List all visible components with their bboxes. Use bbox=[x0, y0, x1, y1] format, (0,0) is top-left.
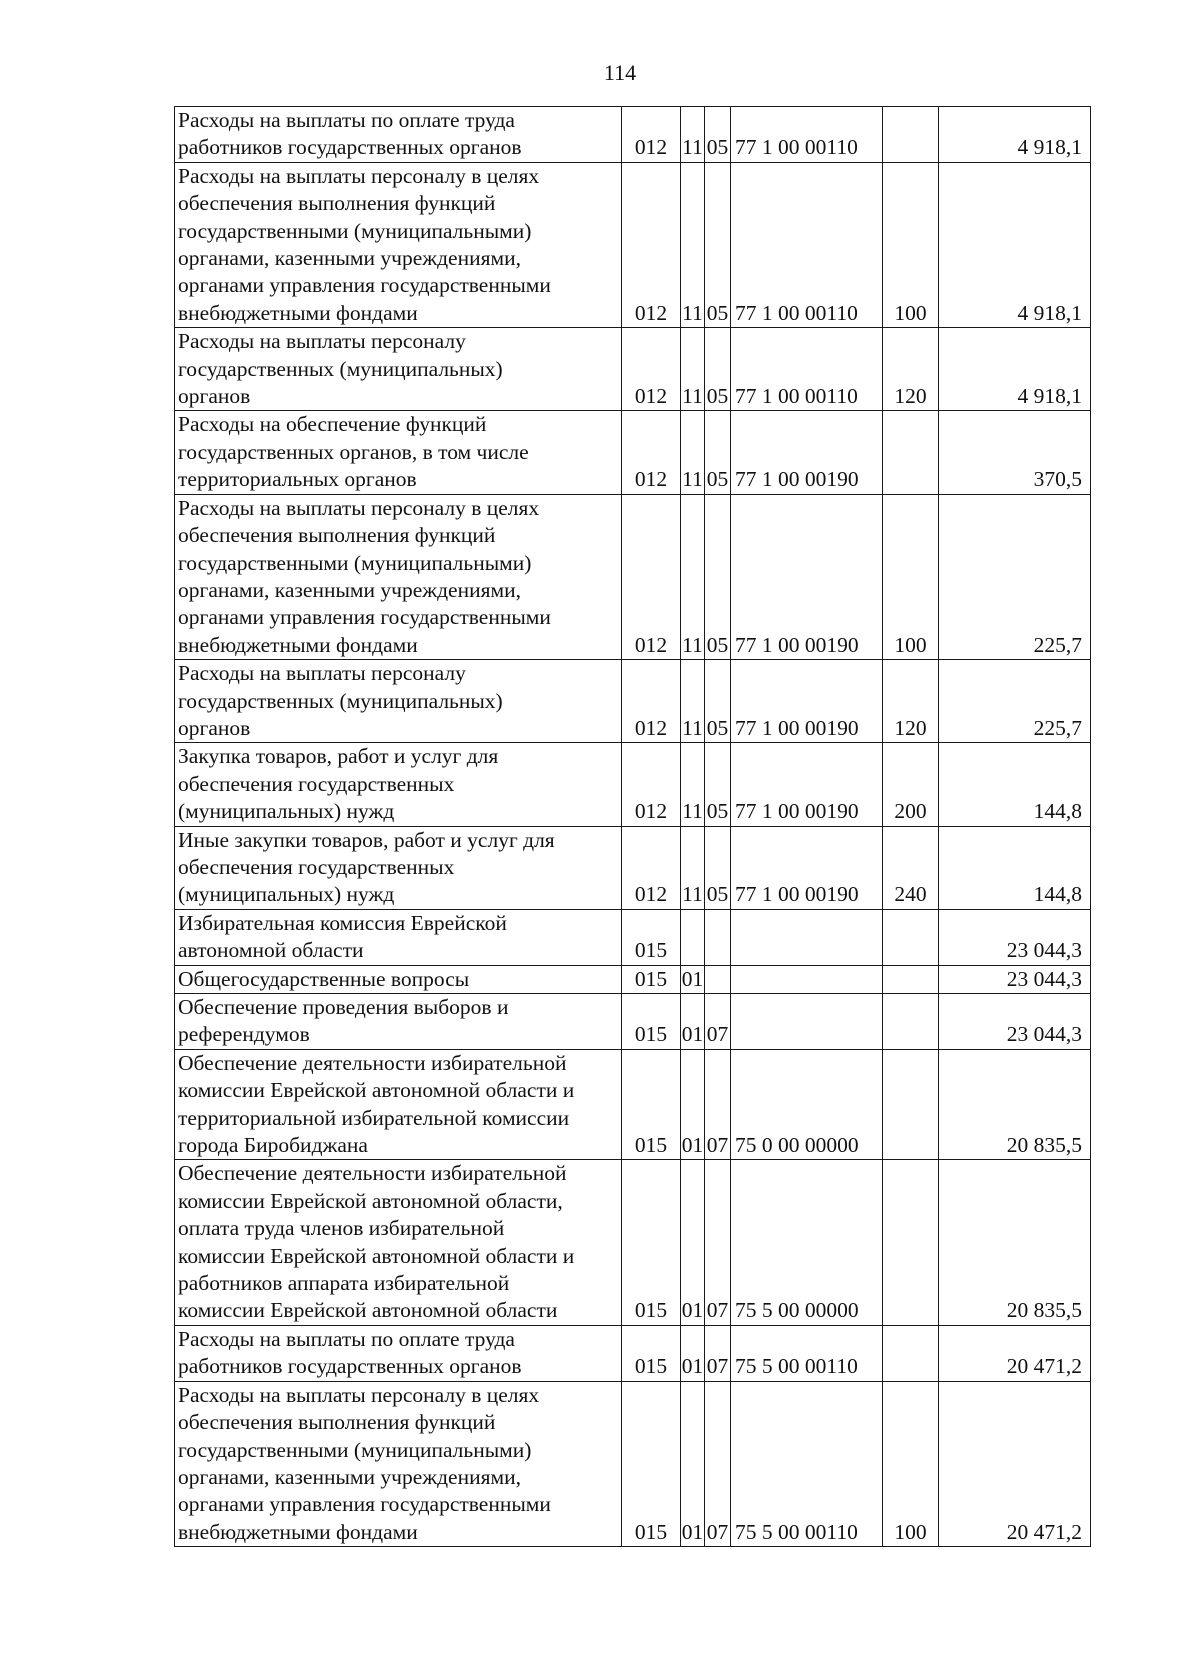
expense-type-cell: 100 bbox=[883, 162, 939, 327]
expense-name-line: работников государственных органов bbox=[178, 1354, 522, 1379]
target-article-cell bbox=[731, 965, 883, 993]
expense-name-line: внебюджетными фондами bbox=[178, 1519, 418, 1544]
expense-type-cell: 100 bbox=[883, 1381, 939, 1546]
subsection-code-cell: 07 bbox=[705, 1381, 731, 1546]
amount-cell: 225,7 bbox=[939, 494, 1091, 659]
ministry-code-cell: 012 bbox=[622, 660, 681, 743]
expense-name-cell bbox=[175, 1325, 622, 1381]
expense-type-cell: 240 bbox=[883, 826, 939, 909]
section-code-cell: 01 bbox=[681, 1049, 705, 1160]
expense-name-line: Расходы на выплаты персоналу в целях bbox=[178, 1382, 540, 1407]
target-article-cell: 75 5 00 00110 bbox=[731, 1381, 883, 1546]
expense-name-line: Расходы на выплаты персоналу в целях bbox=[178, 163, 540, 188]
ministry-code-cell: 012 bbox=[622, 107, 681, 163]
expense-name-cell bbox=[175, 743, 622, 826]
expense-name-line: комиссии Еврейской автономной области и bbox=[178, 1078, 575, 1103]
expense-name-line: органами, казенными учреждениями, bbox=[178, 246, 521, 271]
table-row bbox=[175, 994, 1091, 1050]
expense-type-cell bbox=[883, 107, 939, 163]
expense-type-cell bbox=[883, 965, 939, 993]
expense-name-line: территориальной избирательной комиссии bbox=[178, 1105, 570, 1130]
amount-cell: 20 471,2 bbox=[939, 1325, 1091, 1381]
target-article-cell: 77 1 00 00190 bbox=[731, 660, 883, 743]
expense-type-cell bbox=[883, 994, 939, 1050]
amount-cell: 225,7 bbox=[939, 660, 1091, 743]
expense-type-cell: 200 bbox=[883, 743, 939, 826]
expense-name-cell bbox=[175, 909, 622, 965]
expense-name-line: работников аппарата избирательной bbox=[178, 1271, 510, 1296]
subsection-code-cell: 05 bbox=[705, 328, 731, 411]
budget-table bbox=[174, 106, 1091, 1547]
expense-name-line: внебюджетными фондами bbox=[178, 632, 418, 657]
ministry-code-cell: 012 bbox=[622, 743, 681, 826]
table-row bbox=[175, 411, 1091, 494]
section-code-cell: 11 bbox=[681, 743, 705, 826]
expense-name-line: работников государственных органов bbox=[178, 135, 522, 160]
expense-name-line: Расходы на выплаты по оплате труда bbox=[178, 1326, 515, 1351]
ministry-code-cell: 015 bbox=[622, 1049, 681, 1160]
table-row bbox=[175, 660, 1091, 743]
expense-name-line: органов bbox=[178, 715, 251, 740]
subsection-code-cell: 07 bbox=[705, 1325, 731, 1381]
expense-name-line: автономной области bbox=[178, 938, 364, 963]
subsection-code-cell: 07 bbox=[705, 1049, 731, 1160]
expense-name-line: Общегосударственные вопросы bbox=[178, 966, 470, 991]
expense-name-cell bbox=[175, 162, 622, 327]
expense-name-line: Расходы на выплаты персоналу в целях bbox=[178, 495, 540, 520]
expense-name-cell bbox=[175, 1049, 622, 1160]
amount-cell: 23 044,3 bbox=[939, 994, 1091, 1050]
amount-cell: 144,8 bbox=[939, 743, 1091, 826]
target-article-cell: 77 1 00 00190 bbox=[731, 494, 883, 659]
amount-cell: 20 835,5 bbox=[939, 1160, 1091, 1325]
target-article-cell: 77 1 00 00110 bbox=[731, 162, 883, 327]
expense-type-cell: 120 bbox=[883, 660, 939, 743]
ministry-code-cell: 012 bbox=[622, 411, 681, 494]
ministry-code-cell: 012 bbox=[622, 162, 681, 327]
expense-name-line: государственными (муниципальными) bbox=[178, 218, 532, 243]
subsection-code-cell: 05 bbox=[705, 107, 731, 163]
expense-name-cell bbox=[175, 107, 622, 163]
ministry-code-cell: 015 bbox=[622, 1325, 681, 1381]
amount-cell: 4 918,1 bbox=[939, 328, 1091, 411]
expense-name-line: государственных (муниципальных) bbox=[178, 356, 503, 381]
expense-name-line: органов bbox=[178, 384, 251, 409]
target-article-cell: 77 1 00 00110 bbox=[731, 107, 883, 163]
expense-name-line: референдумов bbox=[178, 1022, 310, 1047]
ministry-code-cell: 015 bbox=[622, 994, 681, 1050]
subsection-code-cell: 05 bbox=[705, 743, 731, 826]
table-row bbox=[175, 1160, 1091, 1325]
subsection-code-cell bbox=[705, 909, 731, 965]
subsection-code-cell: 05 bbox=[705, 411, 731, 494]
section-code-cell: 11 bbox=[681, 494, 705, 659]
expense-type-cell bbox=[883, 1160, 939, 1325]
table-row bbox=[175, 1381, 1091, 1546]
table-row bbox=[175, 107, 1091, 163]
expense-name-line: (муниципальных) нужд bbox=[178, 882, 395, 907]
table-row bbox=[175, 494, 1091, 659]
subsection-code-cell: 07 bbox=[705, 1160, 731, 1325]
expense-name-line: органами управления государственными bbox=[178, 605, 551, 630]
table-row bbox=[175, 162, 1091, 327]
section-code-cell: 11 bbox=[681, 328, 705, 411]
subsection-code-cell: 05 bbox=[705, 660, 731, 743]
expense-name-line: Обеспечение проведения выборов и bbox=[178, 995, 509, 1019]
ministry-code-cell: 012 bbox=[622, 826, 681, 909]
expense-type-cell: 100 bbox=[883, 494, 939, 659]
ministry-code-cell: 015 bbox=[622, 1160, 681, 1325]
expense-name-line: Закупка товаров, работ и услуг для bbox=[178, 744, 499, 769]
expense-name-line: государственных органов, в том числе bbox=[178, 439, 529, 464]
table-row bbox=[175, 909, 1091, 965]
expense-name-line: Избирательная комиссия Еврейской bbox=[178, 910, 507, 935]
expense-name-cell bbox=[175, 411, 622, 494]
budget-table-body bbox=[175, 107, 1091, 1547]
expense-name-cell bbox=[175, 328, 622, 411]
target-article-cell: 77 1 00 00190 bbox=[731, 411, 883, 494]
expense-name-line: Расходы на обеспечение функций bbox=[178, 412, 487, 437]
ministry-code-cell: 015 bbox=[622, 1381, 681, 1546]
expense-name-line: Расходы на выплаты персоналу bbox=[178, 661, 466, 686]
expense-name-line: комиссии Еврейской автономной области bbox=[178, 1298, 558, 1323]
expense-name-cell bbox=[175, 994, 622, 1050]
table-row bbox=[175, 743, 1091, 826]
amount-cell: 4 918,1 bbox=[939, 107, 1091, 163]
section-code-cell: 01 bbox=[681, 1381, 705, 1546]
ministry-code-cell: 015 bbox=[622, 909, 681, 965]
expense-type-cell: 120 bbox=[883, 328, 939, 411]
table-row bbox=[175, 1325, 1091, 1381]
table-row bbox=[175, 826, 1091, 909]
expense-name-line: Обеспечение деятельности избирательной bbox=[178, 1050, 567, 1075]
expense-name-line: органами управления государственными bbox=[178, 273, 551, 298]
amount-cell: 23 044,3 bbox=[939, 909, 1091, 965]
expense-name-cell bbox=[175, 826, 622, 909]
expense-name-cell bbox=[175, 1160, 622, 1325]
target-article-cell: 77 1 00 00190 bbox=[731, 743, 883, 826]
amount-cell: 20 835,5 bbox=[939, 1049, 1091, 1160]
expense-name-line: Расходы на выплаты персоналу bbox=[178, 329, 466, 354]
section-code-cell: 11 bbox=[681, 162, 705, 327]
expense-name-line: города Биробиджана bbox=[178, 1133, 368, 1158]
amount-cell: 4 918,1 bbox=[939, 162, 1091, 327]
expense-name-line: Обеспечение деятельности избирательной bbox=[178, 1161, 567, 1186]
section-code-cell: 11 bbox=[681, 107, 705, 163]
section-code-cell: 01 bbox=[681, 1325, 705, 1381]
expense-name-cell bbox=[175, 494, 622, 659]
expense-type-cell bbox=[883, 411, 939, 494]
expense-name-line: (муниципальных) нужд bbox=[178, 799, 395, 824]
section-code-cell: 11 bbox=[681, 660, 705, 743]
expense-name-line: органами, казенными учреждениями, bbox=[178, 577, 521, 602]
expense-type-cell bbox=[883, 1325, 939, 1381]
expense-name-line: Расходы на выплаты по оплате труда bbox=[178, 108, 515, 132]
expense-name-line: комиссии Еврейской автономной области и bbox=[178, 1243, 575, 1268]
target-article-cell: 77 1 00 00190 bbox=[731, 826, 883, 909]
target-article-cell bbox=[731, 909, 883, 965]
target-article-cell: 75 5 00 00110 bbox=[731, 1325, 883, 1381]
amount-cell: 23 044,3 bbox=[939, 965, 1091, 993]
expense-name-line: обеспечения государственных bbox=[178, 771, 455, 796]
target-article-cell: 75 0 00 00000 bbox=[731, 1049, 883, 1160]
target-article-cell bbox=[731, 994, 883, 1050]
subsection-code-cell: 05 bbox=[705, 826, 731, 909]
expense-type-cell bbox=[883, 909, 939, 965]
section-code-cell: 01 bbox=[681, 965, 705, 993]
amount-cell: 20 471,2 bbox=[939, 1381, 1091, 1546]
expense-name-cell bbox=[175, 965, 622, 993]
section-code-cell bbox=[681, 909, 705, 965]
target-article-cell: 77 1 00 00110 bbox=[731, 328, 883, 411]
table-row bbox=[175, 1049, 1091, 1160]
expense-name-cell bbox=[175, 1381, 622, 1546]
page-number: 114 bbox=[603, 60, 637, 85]
section-code-cell: 11 bbox=[681, 826, 705, 909]
table-row bbox=[175, 328, 1091, 411]
expense-name-line: государственными (муниципальными) bbox=[178, 550, 532, 575]
ministry-code-cell: 012 bbox=[622, 328, 681, 411]
expense-name-line: обеспечения выполнения функций bbox=[178, 523, 496, 548]
target-article-cell: 75 5 00 00000 bbox=[731, 1160, 883, 1325]
ministry-code-cell: 015 bbox=[622, 965, 681, 993]
section-code-cell: 01 bbox=[681, 994, 705, 1050]
subsection-code-cell: 05 bbox=[705, 162, 731, 327]
expense-name-line: комиссии Еврейской автономной области, bbox=[178, 1188, 563, 1213]
expense-name-line: государственными (муниципальными) bbox=[178, 1437, 532, 1462]
subsection-code-cell: 05 bbox=[705, 494, 731, 659]
expense-type-cell bbox=[883, 1049, 939, 1160]
ministry-code-cell: 012 bbox=[622, 494, 681, 659]
expense-name-line: территориальных органов bbox=[178, 467, 417, 492]
expense-name-line: органами управления государственными bbox=[178, 1492, 551, 1517]
expense-name-line: государственных (муниципальных) bbox=[178, 688, 503, 713]
section-code-cell: 11 bbox=[681, 411, 705, 494]
expense-name-line: обеспечения государственных bbox=[178, 854, 455, 879]
expense-name-line: оплата труда членов избирательной bbox=[178, 1216, 505, 1241]
expense-name-line: Иные закупки товаров, работ и услуг для bbox=[178, 827, 555, 852]
table-row bbox=[175, 965, 1091, 993]
expense-name-cell bbox=[175, 660, 622, 743]
expense-name-line: обеспечения выполнения функций bbox=[178, 1410, 496, 1435]
expense-name-line: внебюджетными фондами bbox=[178, 300, 418, 325]
expense-name-line: органами, казенными учреждениями, bbox=[178, 1464, 521, 1489]
subsection-code-cell: 07 bbox=[705, 994, 731, 1050]
section-code-cell: 01 bbox=[681, 1160, 705, 1325]
amount-cell: 370,5 bbox=[939, 411, 1091, 494]
expense-name-line: обеспечения выполнения функций bbox=[178, 191, 496, 216]
amount-cell: 144,8 bbox=[939, 826, 1091, 909]
subsection-code-cell bbox=[705, 965, 731, 993]
